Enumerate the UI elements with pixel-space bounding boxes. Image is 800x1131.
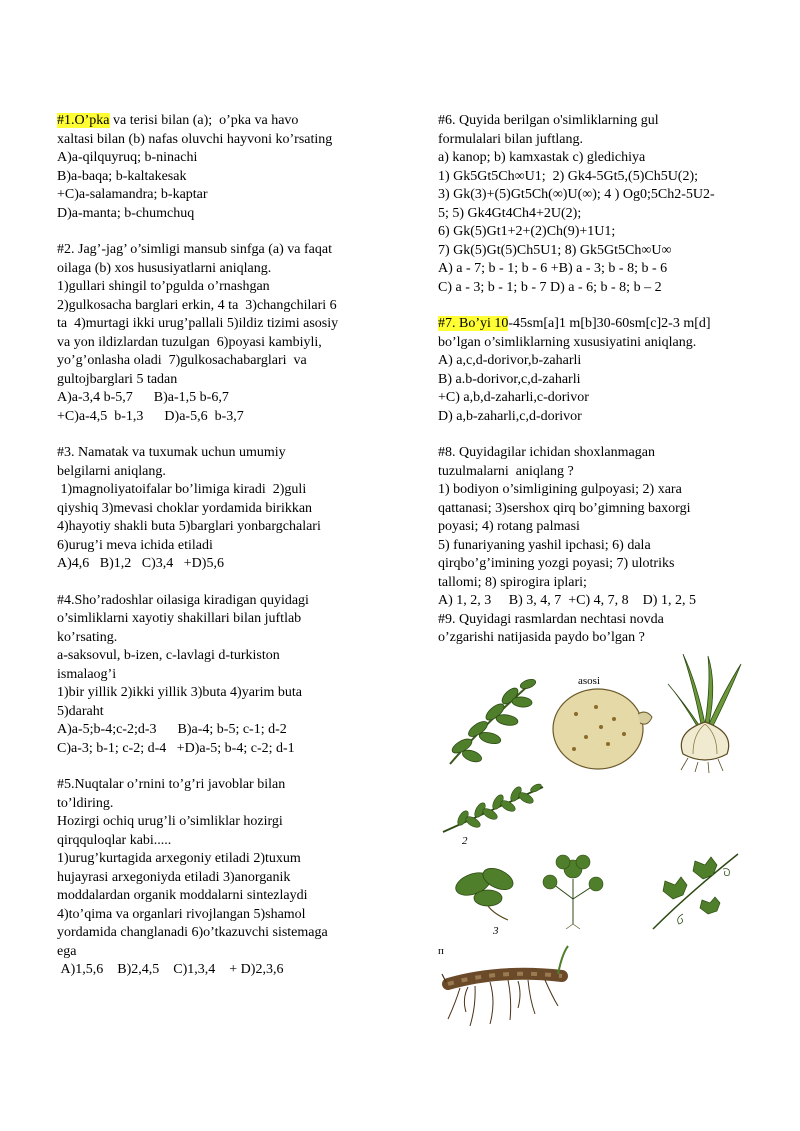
question-5-line: ega <box>57 943 77 959</box>
question-4-line: ko’rsating. <box>57 629 118 645</box>
question-7-line: bo’lgan o’simliklarning xususiyatini aniqlang. <box>438 334 697 350</box>
question-3 <box>57 444 387 574</box>
question-2-line: #2. Jag’-jag’ o’simligi mansub sinfga (a) va faqat <box>57 242 332 257</box>
question-5-line: yordamida changlanadi 6)o’tkazuvchi sistemaga <box>57 925 328 940</box>
answer-options: C)a-3; b-1; c-2; d-4 +D)a-5; b-4; c-2; d-1 <box>57 740 295 756</box>
question-5-line: 4)to’qima va organlari rivojlangan 5)shamol <box>57 906 306 922</box>
answer-options: A)a-3,4 b-5,7 B)a-1,5 b-6,7 <box>57 390 229 405</box>
flower-formula-line: 7) Gk(5)Gt(5)Ch5U1; 8) Gk5Gt5Ch∞U∞ <box>438 242 672 258</box>
answer-option: A) a,c,d-dorivor,b-zaharli <box>438 353 582 368</box>
question-7-first-line-text: -45sm[a]1 m[b]30-60sm[c]2-3 m[d] <box>508 316 711 331</box>
question-8-line: #8. Quyidagilar ichidan shoxlanmagan <box>438 445 655 460</box>
rhizome-illustration <box>440 944 570 1034</box>
answer-options: A)1,5,6 B)2,4,5 C)1,3,4 + D)2,3,6 <box>57 962 284 977</box>
question-1 <box>57 112 387 223</box>
onion-bulb-illustration <box>663 654 748 774</box>
question-7-first-line <box>438 315 773 334</box>
question-5-line: Hozirgi ochiq urug’li o’simliklar hozirgi <box>57 814 283 829</box>
leafy-sprig-illustration <box>440 674 540 769</box>
flower-formula-line: 3) Gk(3)+(5)Gt5Ch(∞)U(∞); 4 ) Og0;5Ch2-5U2- <box>438 187 715 202</box>
question-4-line: #4.Sho’radoshlar oilasiga kiradigan quyidagi <box>57 592 309 608</box>
answer-option: B)a-baqa; b-kaltakesak <box>57 168 187 184</box>
question-5-line: moddalardan organik moddalarni sintezlaydi <box>57 888 308 903</box>
question-7 <box>438 315 773 426</box>
question-1-first-line-text: va terisi bilan (a); o’pka va havo <box>109 113 299 128</box>
question-3-line: belgilarni aniqlang. <box>57 463 166 479</box>
right-column <box>438 112 773 1039</box>
flower-formula-line: 6) Gk(5)Gt1+2+(2)Ch(9)+1U1; <box>438 224 616 239</box>
question-2-line: va yon ildizlardan tuzulgan 6)poyasi kambiyli, <box>57 334 322 350</box>
question-4-line: a-saksovul, b-izen, c-lavlagi d-turkiston <box>57 648 280 663</box>
question-8-line: 5) funariyaning yashil ipchasi; 6) dala <box>438 537 651 553</box>
question-1-line: xaltasi bilan (b) nafas oluvchi hayvoni ko’rsating <box>57 131 333 147</box>
question-9-line: o’zgarishi natijasida paydo bo’lgan ? <box>438 630 645 645</box>
question-8-line: 1) bodiyon o’simligining gulpoyasi; 2) xara <box>438 482 682 497</box>
question-5-line: #5.Nuqtalar o’rnini to’g’ri javoblar bilan <box>57 777 286 792</box>
answer-options: A) 1, 2, 3 B) 3, 4, 7 +C) 4, 7, 8 D) 1, 2, 5 <box>438 593 696 608</box>
question-6-line: formulalari bilan juftlang. <box>438 131 584 147</box>
answer-options: A)4,6 B)1,2 C)3,4 +D)5,6 <box>57 556 224 571</box>
question-2-line: yo’g’onlasha oladi 7)gulkosachabarglari va <box>57 353 307 368</box>
question-3-line: #3. Namatak va tuxumak uchun umumiy <box>57 445 286 460</box>
question-6 <box>438 112 773 297</box>
figure-label-n: п <box>438 944 444 957</box>
question-6-line: a) kanop; b) kamxastak c) gledichiya <box>438 150 646 165</box>
question-8-line: poyasi; 4) rotang palmasi <box>438 519 580 534</box>
answer-options: A)a-5;b-4;c-2;d-3 B)a-4; b-5; c-1; d-2 <box>57 722 287 737</box>
question-5-line: to’ldiring. <box>57 795 114 811</box>
figure-number-2: 2 <box>462 834 468 847</box>
question-8-line: qattanasi; 3)sershox qirq bo’gimning baxorgi <box>438 500 691 516</box>
question-9-line: #9. Quyidagi rasmlardan nechtasi novda <box>438 611 664 627</box>
answer-option: A)a-qilquyruq; b-ninachi <box>57 150 198 165</box>
question-4-line: 5)daraht <box>57 703 104 719</box>
question-4-line: ismalaog’i <box>57 666 117 682</box>
question-5-line: hujayrasi arxegoniyda etiladi 3)anorganik <box>57 869 291 885</box>
question-2-line: 1)gullari shingil to’pgulda o’rnashgan <box>57 279 270 294</box>
tuber-label: asosi <box>578 674 600 687</box>
question-6-line: #6. Quyida berilgan o'simliklarning gul <box>438 113 659 128</box>
answer-options: C) a - 3; b - 1; b - 7 D) a - 6; b - 8; b – 2 <box>438 279 662 295</box>
question-5-line: 1)urug’kurtagida arxegoniy etiladi 2)tuxum <box>57 851 301 866</box>
question-2 <box>57 241 387 426</box>
question-3-line: 6)urug’i meva ichida etiladi <box>57 537 213 553</box>
question-5 <box>57 776 387 980</box>
answer-option: D)a-manta; b-chumchuq <box>57 205 195 221</box>
question-2-line: 2)gulkosacha barglari erkin, 4 ta 3)changchilari 6 <box>57 297 337 313</box>
question-8-line: tallomi; 8) spirogira iplari; <box>438 574 587 590</box>
question-4-line: 1)bir yillik 2)ikki yillik 3)buta 4)yarim buta <box>57 685 302 700</box>
question-5-line: qirqquloqlar kabi..... <box>57 832 172 848</box>
potato-tuber-illustration <box>546 679 656 774</box>
question-9 <box>438 611 773 648</box>
answer-option: B) a.b-dorivor,c,d-zaharli <box>438 371 581 387</box>
question-2-line: ta 4)murtagi ikki urug’pallali 5)ildiz tizimi asosiy <box>57 316 339 331</box>
plant-figures <box>438 654 768 1039</box>
answer-option-correct: +C)a-salamandra; b-kaptar <box>57 187 208 202</box>
question-8-line: qirqbo’g’imining yozgi poyasi; 7) ulotriks <box>438 556 675 571</box>
question-1-number-highlight: #1.O’pka <box>57 113 110 128</box>
strawberry-runner-illustration <box>538 844 608 929</box>
question-8-line: tuzulmalarni aniqlang ? <box>438 463 574 479</box>
answer-options: +C)a-4,5 b-1,3 D)a-5,6 b-3,7 <box>57 408 244 424</box>
question-3-line: 4)hayotiy shakli buta 5)barglari yonbargchalari <box>57 519 321 534</box>
question-2-line: oilaga (b) xos hususiyatlarni aniqlang. <box>57 260 272 276</box>
question-4 <box>57 592 387 759</box>
rosette-plant-illustration <box>448 854 528 924</box>
climbing-vine-illustration <box>648 844 743 934</box>
figure-number-3: 3 <box>493 924 499 937</box>
flower-formula-line: 5; 5) Gk4Gt4Ch4+2U(2); <box>438 205 582 221</box>
question-3-line: 1)magnoliyatoifalar bo’limiga kiradi 2)guli <box>57 482 307 497</box>
answer-option-correct: +C) a,b,d-zaharli,c-dorivor <box>438 390 589 405</box>
question-2-line: gultojbarglari 5 tadan <box>57 371 178 387</box>
question-4-line: o’simliklarni xayotiy shakillari bilan juftlab <box>57 611 302 626</box>
question-8 <box>438 444 773 611</box>
answer-option: D) a,b-zaharli,c,d-dorivor <box>438 408 582 424</box>
fern-frond-illustration <box>438 782 548 837</box>
left-column <box>57 112 387 998</box>
question-1-first-line <box>57 112 387 131</box>
question-7-number-highlight: #7. Bo’yi 10 <box>438 316 509 331</box>
flower-formula-line: 1) Gk5Gt5Ch∞U1; 2) Gk4-5Gt5,(5)Ch5U(2); <box>438 168 699 184</box>
answer-options: A) a - 7; b - 1; b - 6 +B) a - 3; b - 8; b - 6 <box>438 261 668 276</box>
question-3-line: qiyshiq 3)mevasi choklar yordamida birikkan <box>57 500 313 516</box>
